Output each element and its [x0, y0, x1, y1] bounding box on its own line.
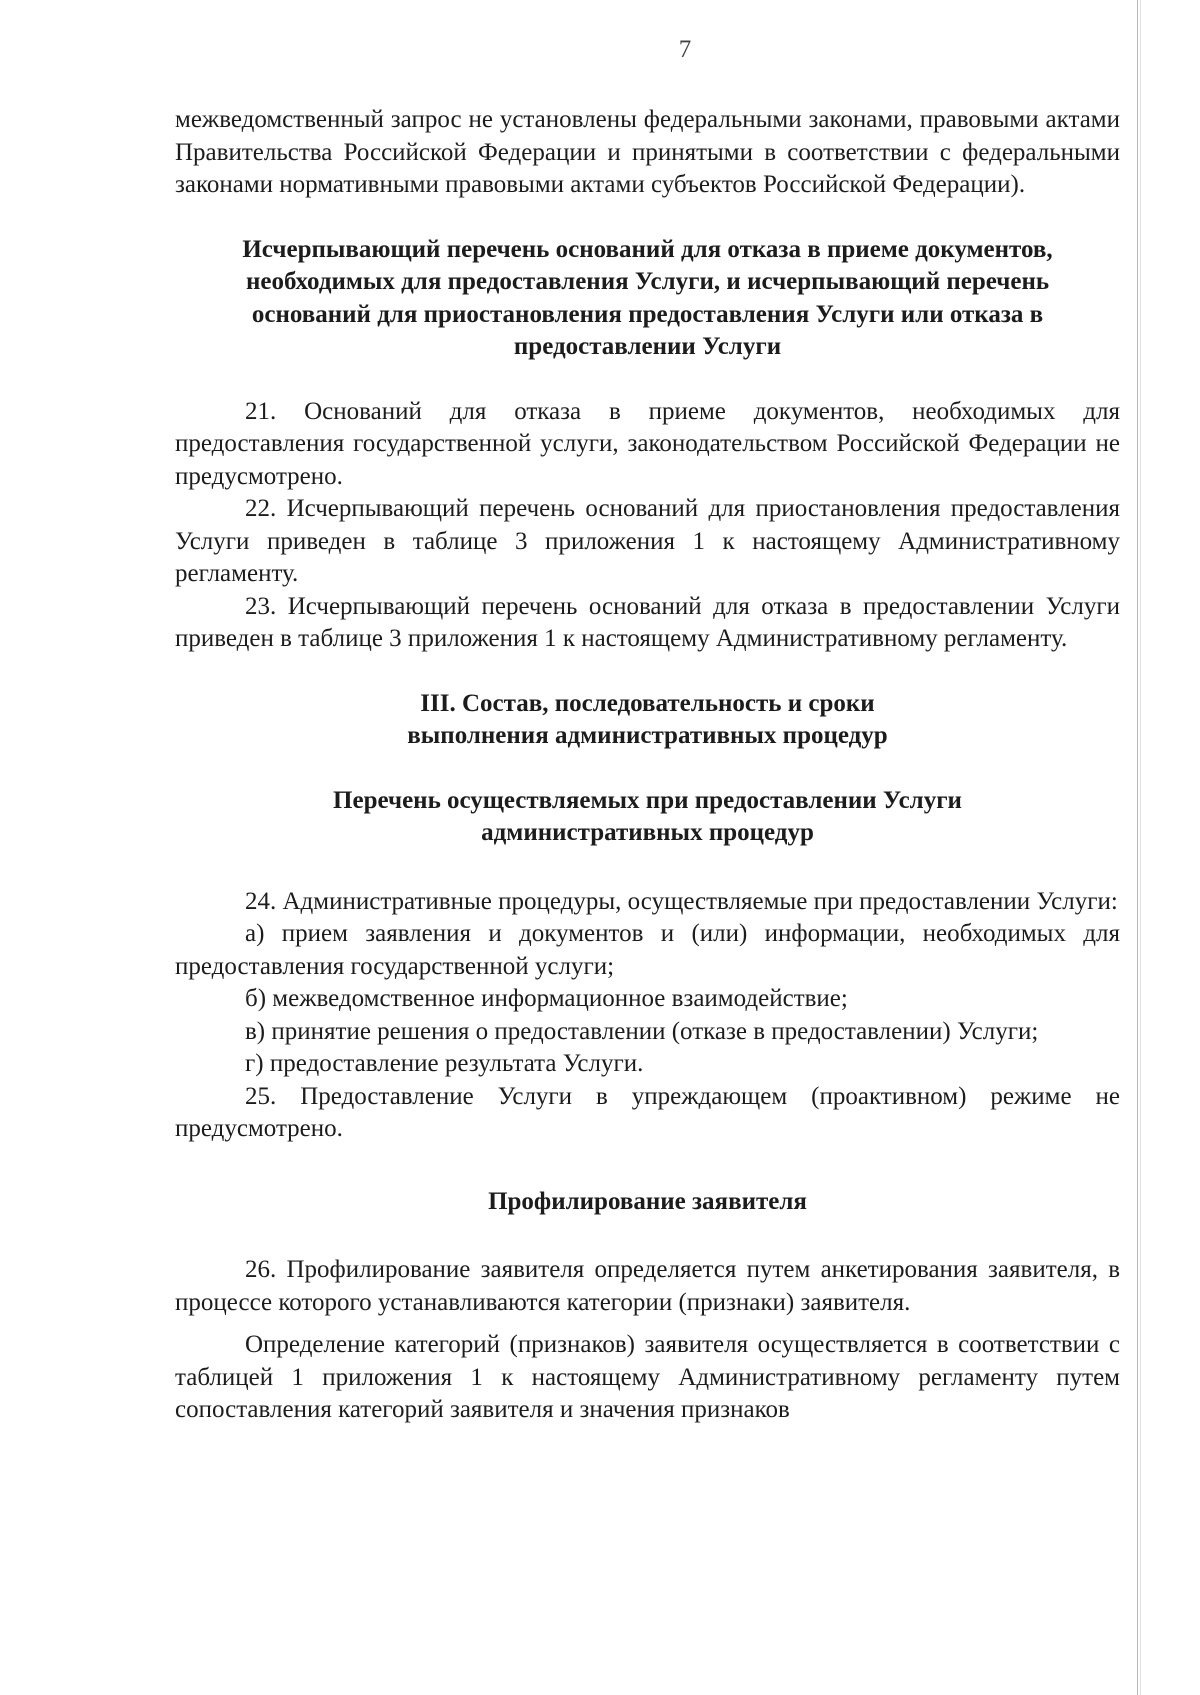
paragraph-21: 21. Оснований для отказа в приеме документов, необходимых для предоставления государственной услуги, законодательством Российской Федерации не предусмотрено. — [175, 397, 1120, 490]
heading-line: Перечень осуществляемых при предоставлении Услуги — [333, 786, 962, 814]
list-item-a: а) прием заявления и документов и (или) информации, необходимых для предоставления государственной услуги; — [175, 920, 1120, 980]
paragraph-23: 23. Исчерпывающий перечень оснований для отказа в предоставлении Услуги приведен в таблице 3 приложения 1 к настоящему Административному регламенту. — [175, 592, 1120, 652]
heading-refusal-grounds — [175, 234, 1120, 364]
intro-paragraph: межведомственный запрос не установлены федеральными законами, правовыми актами Правительства Российской Федерации и принятыми в соответствии с федеральными законами нормативными правовыми актами субъектов Российской Федерации). — [175, 106, 1120, 198]
heading-line: Исчерпывающий перечень оснований для отказа в приеме документов, — [242, 235, 1053, 263]
heading-line: административных процедур — [481, 819, 814, 846]
heading-procedures-list — [175, 785, 1120, 850]
heading-line: предоставлении Услуги — [513, 333, 782, 360]
section-heading-iii — [175, 688, 1120, 753]
heading-line: выполнения административных процедур — [407, 722, 888, 749]
page-edge-shadow — [1140, 0, 1141, 1695]
document-body — [175, 104, 1120, 1427]
paragraph-26-continued: Определение категорий (признаков) заявителя осуществляется в соответствии с таблицей 1 приложения 1 к настоящему Административному регламенту путем сопоставления категорий заявителя и значения признаков — [175, 1331, 1120, 1423]
heading-line: необходимых для предоставления Услуги, и исчерпывающий перечень — [245, 268, 1050, 295]
page-number: 7 — [678, 36, 692, 63]
list-item-g: г) предоставление результата Услуги. — [245, 1050, 644, 1077]
heading-profiling: Профилирование заявителя — [488, 1187, 807, 1215]
paragraph-26: 26. Профилирование заявителя определяется путем анкетирования заявителя, в процессе которого устанавливаются категории (признаки) заявителя. — [175, 1256, 1120, 1316]
paragraph-25: 25. Предоставление Услуги в упреждающем (проактивном) режиме не предусмотрено. — [175, 1082, 1120, 1142]
page-edge-line — [1137, 0, 1138, 1695]
heading-line: III. Состав, последовательность и сроки — [420, 689, 875, 717]
list-item-b: б) межведомственное информационное взаимодействие; — [245, 985, 848, 1012]
heading-line: оснований для приостановления предоставления Услуги или отказа в — [251, 300, 1044, 328]
list-item-v: в) принятие решения о предоставлении (отказе в предоставлении) Услуги; — [245, 1017, 1039, 1045]
paragraph-22: 22. Исчерпывающий перечень оснований для приостановления предоставления Услуги приведен в таблице 3 приложения 1 к настоящему Административному регламенту. — [175, 495, 1120, 587]
paragraph-24: 24. Административные процедуры, осуществляемые при предоставлении Услуги: — [245, 887, 1118, 915]
